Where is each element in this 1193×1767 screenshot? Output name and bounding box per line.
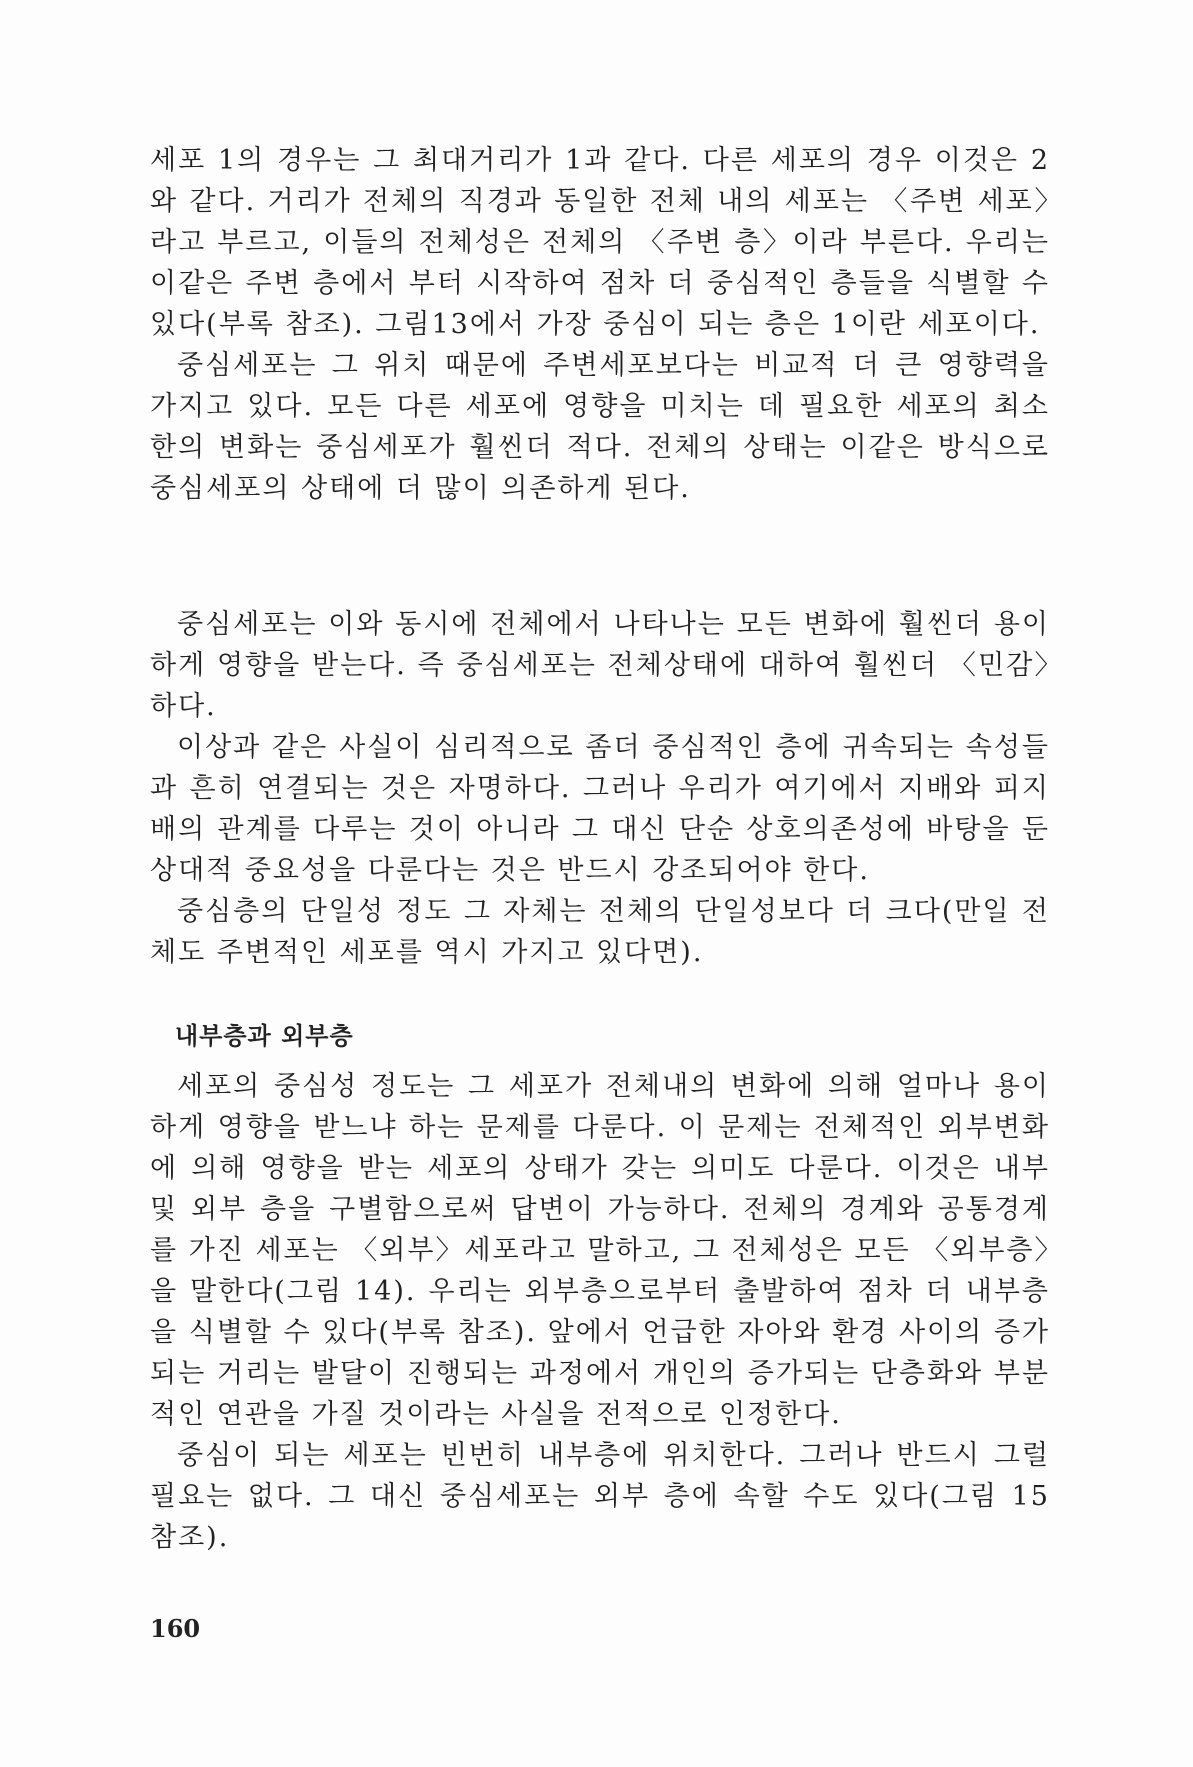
paragraph: 중심이 되는 세포는 빈번히 내부층에 위치한다. 그러나 반드시 그럴 필요는 없다. 그 대신 중심세포는 외부 층에 속할 수도 있다(그림 15 참조). [150,1440,1050,1553]
section-heading: 내부층과 외부층 [175,1022,354,1050]
text-block-inner-outer-layers [150,1066,1050,1558]
paragraph: 중심층의 단일성 정도 그 자체는 전체의 단일성보다 더 크다(만일 전체도 주변적인 세포를 역시 가지고 있다면). [150,896,1050,968]
paragraph: 이상과 같은 사실이 심리적으로 좀더 중심적인 층에 귀속되는 속성들과 흔히 연결되는 것은 자명하다. 그러나 우리가 여기에서 지배와 피지배의 관계를 다루는 것이 아니라 그 대신 단순 상호의존성에 바탕을 둔 상대적 중요성을 다룬다는 것은 반드시 강조되어야 한다. [150,732,1050,886]
text-block-sensitivity [150,604,1050,973]
page-number: 160 [150,1614,201,1643]
paragraph: 중심세포는 그 위치 때문에 주변세포보다는 비교적 더 큰 영향력을 가지고 있다. 모든 다른 세포에 영향을 미치는 데 필요한 세포의 최소한의 변화는 중심세포가 훨씬더 적다. 전체의 상태는 이같은 방식으로 중심세포의 상태에 더 많이 의존하게 된다. [150,350,1050,504]
paragraph: 세포의 중심성 정도는 그 세포가 전체내의 변화에 의해 얼마나 용이하게 영향을 받느냐 하는 문제를 다룬다. 이 문제는 전체적인 외부변화에 의해 영향을 받는 세포의 상태가 갖는 의미도 다룬다. 이것은 내부 및 외부 층을 구별함으로써 답변이 가능하다. 전체의 경계와 공통경계를 가진 세포는 〈외부〉세포라고 말하고, 그 전체성은 모든 〈외부층〉을 말한다(그림 14). 우리는 외부층으로부터 출발하여 점차 더 내부층을 식별할 수 있다(부록 참조). 앞에서 언급한 자아와 환경 사이의 증가되는 거리는 발달이 진행되는 과정에서 개인의 증가되는 단층화와 부분적인 연관을 가질 것이라는 사실을 전적으로 인정한다. [150,1071,1050,1430]
paragraph: 세포 1의 경우는 그 최대거리가 1과 같다. 다른 세포의 경우 이것은 2와 같다. 거리가 전체의 직경과 동일한 전체 내의 세포는 〈주변 세포〉라고 부르고, 이들의 전체성은 전체의 〈주변 층〉이라 부른다. 우리는 이같은 주변 층에서 부터 시작하여 점차 더 중심적인 층들을 식별할 수 있다(부록 참조). 그림13에서 가장 중심이 되는 층은 1이란 세포이다. [150,145,1050,340]
paragraph: 중심세포는 이와 동시에 전체에서 나타나는 모든 변화에 훨씬더 용이하게 영향을 받는다. 즉 중심세포는 전체상태에 대하여 훨씬더 〈민감〉하다. [150,609,1050,722]
text-block-central-cells [150,140,1050,509]
